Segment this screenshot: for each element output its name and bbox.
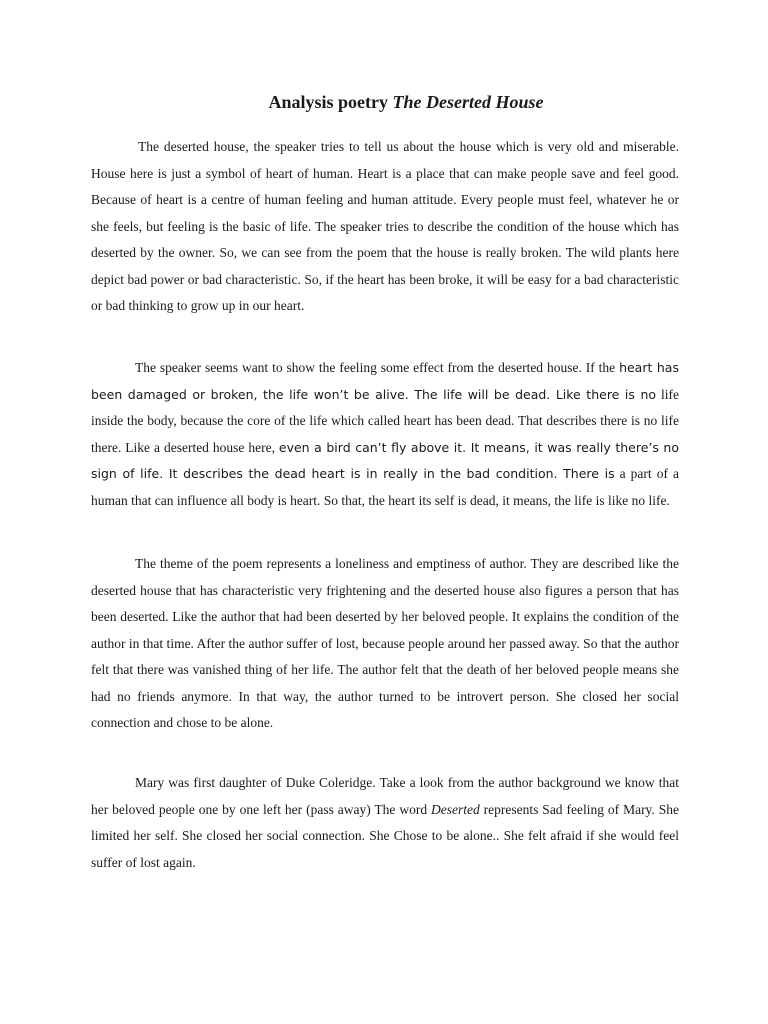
paragraph-4-italic-word: Deserted (431, 801, 480, 817)
title-italic: The Deserted House (392, 92, 544, 112)
paragraph-2-segment-1: The speaker seems want to show the feeling some effect from the deserted house. If the (135, 360, 620, 375)
paragraph-2 (91, 355, 679, 514)
paragraph-2-segment-3: life inside the body, because the core of the life which called heart has been dead. That describes there is no life there. Like a deserted house here, (91, 386, 679, 455)
document-title (0, 90, 768, 114)
paragraph-3-text: The theme of the poem represents a loneliness and emptiness of author. They are described like the deserted house that has characteristic very frightening and the deserted house also figures a person that has been deserted. Like the author that had been deserted by her beloved people. It explains the condition of the author in that time. After the author suffer of lost, because people around her passed away. So that the author felt that there was vanished thing of her life. The author felt that the death of her beloved people means she had no friends anymore. In that way, the author turned to be introvert person. She closed her social connection and chose to be alone. (91, 556, 679, 730)
paragraph-2-segment-2: heart has been damaged or broken, the life won’t be alive. The life will be dead. Like there is no (91, 360, 679, 402)
paragraph-3 (91, 551, 679, 737)
title-plain: Analysis poetry (268, 92, 393, 112)
paragraph-4 (91, 770, 679, 876)
paragraph-1-text: The deserted house, the speaker tries to tell us about the house which is very old and miserable. House here is just a symbol of heart of human. Heart is a place that can make people save and feel good. Because of heart is a centre of human feeling and human attitude. Every people must feel, whatever he or she feels, but feeling is the basic of life. The speaker tries to describe the condition of the house which has deserted by the owner. So, we can see from the poem that the house is really broken. The wild plants here depict bad power or bad characteristic. So, if the heart has been broke, it will be easy for a bad characteristic or bad thinking to grow up in our heart. (91, 139, 679, 313)
paragraph-2-segment-4: even a bird can’t fly above it. It means, it was really there’s no sign of life. It describes the dead heart is in really in the bad condition. There is (91, 439, 679, 481)
paragraph-4-after: represents Sad feeling of Mary. She limited her self. She closed her social connection. She Chose to be alone.. She felt afraid if she would feel suffer of lost again. (91, 801, 679, 870)
paragraph-2-segment-5: a part of a human that can influence all body is heart. So that, the heart its self is dead, it means, the life is like no life. (91, 466, 679, 508)
paragraph-4-before: Mary was first daughter of Duke Coleridge. Take a look from the author background we know that her beloved people one by one left her (pass away) The word (91, 775, 679, 817)
paragraph-1 (91, 134, 679, 320)
